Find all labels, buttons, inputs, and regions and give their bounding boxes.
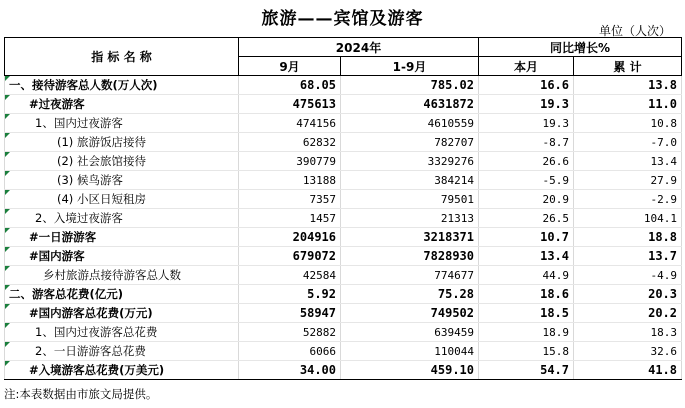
table-title: 旅游——宾馆及游客 [261, 9, 424, 29]
month-growth[interactable]: 54.7 [479, 361, 574, 380]
cumulative-growth[interactable]: 32.6 [574, 342, 682, 361]
cumulative-value[interactable]: 21313 [341, 209, 479, 228]
row-label[interactable]: 2、入境过夜游客 [5, 209, 239, 228]
row-label[interactable]: #一日游游客 [5, 228, 239, 247]
table-row [5, 285, 682, 304]
cumulative-growth[interactable]: 13.8 [574, 76, 682, 95]
growth-header[interactable]: 同比增长% [479, 38, 682, 57]
table-row [5, 323, 682, 342]
cumulative-growth[interactable]: 41.8 [574, 361, 682, 380]
month-value[interactable]: 390779 [239, 152, 341, 171]
month-value[interactable]: 62832 [239, 133, 341, 152]
row-label[interactable]: 乡村旅游点接待游客总人数 [5, 266, 239, 285]
row-label[interactable]: 1、国内过夜游客 [5, 114, 239, 133]
table-row [5, 152, 682, 171]
cumulative-value[interactable]: 4610559 [341, 114, 479, 133]
cumulative-value[interactable]: 774677 [341, 266, 479, 285]
indicator-header[interactable]: 指 标 名 称 [5, 38, 239, 76]
row-label[interactable]: #入境游客总花费(万美元) [5, 361, 239, 380]
cumulative-growth[interactable]: 18.3 [574, 323, 682, 342]
table-row [5, 342, 682, 361]
table-row [5, 266, 682, 285]
cumulative-value[interactable]: 3329276 [341, 152, 479, 171]
unit-label: 单位（人次） [598, 24, 671, 38]
cumulative-growth[interactable]: 10.8 [574, 114, 682, 133]
cumulative-growth[interactable]: 18.8 [574, 228, 682, 247]
row-label[interactable]: #国内游客 [5, 247, 239, 266]
month-header[interactable]: 9月 [239, 57, 341, 76]
month-value[interactable]: 475613 [239, 95, 341, 114]
cumulative-growth[interactable]: 20.3 [574, 285, 682, 304]
month-growth[interactable]: 16.6 [479, 76, 574, 95]
cumulative-period-header[interactable]: 1-9月 [341, 57, 479, 76]
cumulative-value[interactable]: 749502 [341, 304, 479, 323]
table-row [5, 95, 682, 114]
data-table [4, 37, 682, 380]
cumulative-value[interactable]: 79501 [341, 190, 479, 209]
cumulative-growth[interactable]: 20.2 [574, 304, 682, 323]
cumulative-value[interactable]: 110044 [341, 342, 479, 361]
month-growth[interactable]: 19.3 [479, 95, 574, 114]
month-growth[interactable]: 13.4 [479, 247, 574, 266]
month-value[interactable]: 474156 [239, 114, 341, 133]
month-growth[interactable]: -5.9 [479, 171, 574, 190]
cumulative-growth[interactable]: 11.0 [574, 95, 682, 114]
cumulative-value[interactable]: 459.10 [341, 361, 479, 380]
row-label[interactable]: 二、游客总花费(亿元) [5, 285, 239, 304]
month-value[interactable]: 34.00 [239, 361, 341, 380]
cumulative-growth[interactable]: -7.0 [574, 133, 682, 152]
row-label[interactable]: (2) 社会旅馆接待 [5, 152, 239, 171]
month-growth[interactable]: 15.8 [479, 342, 574, 361]
table-row [5, 247, 682, 266]
month-growth[interactable]: 19.3 [479, 114, 574, 133]
row-label[interactable]: #国内游客总花费(万元) [5, 304, 239, 323]
month-growth[interactable]: 18.9 [479, 323, 574, 342]
table-row [5, 209, 682, 228]
this-month-header[interactable]: 本月 [479, 57, 574, 76]
cumulative-value[interactable]: 384214 [341, 171, 479, 190]
cumulative-value[interactable]: 785.02 [341, 76, 479, 95]
month-value[interactable]: 6066 [239, 342, 341, 361]
table-row [5, 171, 682, 190]
year-header[interactable]: 2024年 [239, 38, 479, 57]
table-row [5, 114, 682, 133]
footnote: 注:本表数据由市旅文局提供。 [4, 387, 158, 401]
month-growth[interactable]: 26.6 [479, 152, 574, 171]
cumulative-value[interactable]: 7828930 [341, 247, 479, 266]
cumulative-header[interactable]: 累 计 [574, 57, 682, 76]
table-row [5, 190, 682, 209]
month-value[interactable]: 68.05 [239, 76, 341, 95]
row-label[interactable]: 2、一日游游客总花费 [5, 342, 239, 361]
month-growth[interactable]: 18.5 [479, 304, 574, 323]
row-label[interactable]: (3) 候鸟游客 [5, 171, 239, 190]
month-value[interactable]: 58947 [239, 304, 341, 323]
row-label[interactable]: (4) 小区日短租房 [5, 190, 239, 209]
cumulative-value[interactable]: 4631872 [341, 95, 479, 114]
month-growth[interactable]: 20.9 [479, 190, 574, 209]
month-value[interactable]: 1457 [239, 209, 341, 228]
row-label[interactable]: #过夜游客 [5, 95, 239, 114]
month-value[interactable]: 204916 [239, 228, 341, 247]
month-growth[interactable]: 18.6 [479, 285, 574, 304]
row-label[interactable]: 一、接待游客总人数(万人次) [5, 76, 239, 95]
cumulative-value[interactable]: 782707 [341, 133, 479, 152]
table-row [5, 361, 682, 380]
month-growth[interactable]: 26.5 [479, 209, 574, 228]
cumulative-growth[interactable]: 27.9 [574, 171, 682, 190]
month-value[interactable]: 52882 [239, 323, 341, 342]
table-row [5, 133, 682, 152]
cumulative-growth[interactable]: -2.9 [574, 190, 682, 209]
cumulative-value[interactable]: 639459 [341, 323, 479, 342]
header-row-1 [5, 38, 682, 57]
cumulative-growth[interactable]: -4.9 [574, 266, 682, 285]
month-value[interactable]: 13188 [239, 171, 341, 190]
table-row [5, 304, 682, 323]
cumulative-value[interactable]: 75.28 [341, 285, 479, 304]
month-growth[interactable]: 10.7 [479, 228, 574, 247]
month-value[interactable]: 42584 [239, 266, 341, 285]
cumulative-value[interactable]: 3218371 [341, 228, 479, 247]
month-value[interactable]: 7357 [239, 190, 341, 209]
month-growth[interactable]: -8.7 [479, 133, 574, 152]
row-label[interactable]: (1) 旅游饭店接待 [5, 133, 239, 152]
cumulative-growth[interactable]: 13.4 [574, 152, 682, 171]
month-value[interactable]: 679072 [239, 247, 341, 266]
row-label[interactable]: 1、国内过夜游客总花费 [5, 323, 239, 342]
month-growth[interactable]: 44.9 [479, 266, 574, 285]
table-row [5, 76, 682, 95]
cumulative-growth[interactable]: 13.7 [574, 247, 682, 266]
table-row [5, 228, 682, 247]
month-value[interactable]: 5.92 [239, 285, 341, 304]
cumulative-growth[interactable]: 104.1 [574, 209, 682, 228]
